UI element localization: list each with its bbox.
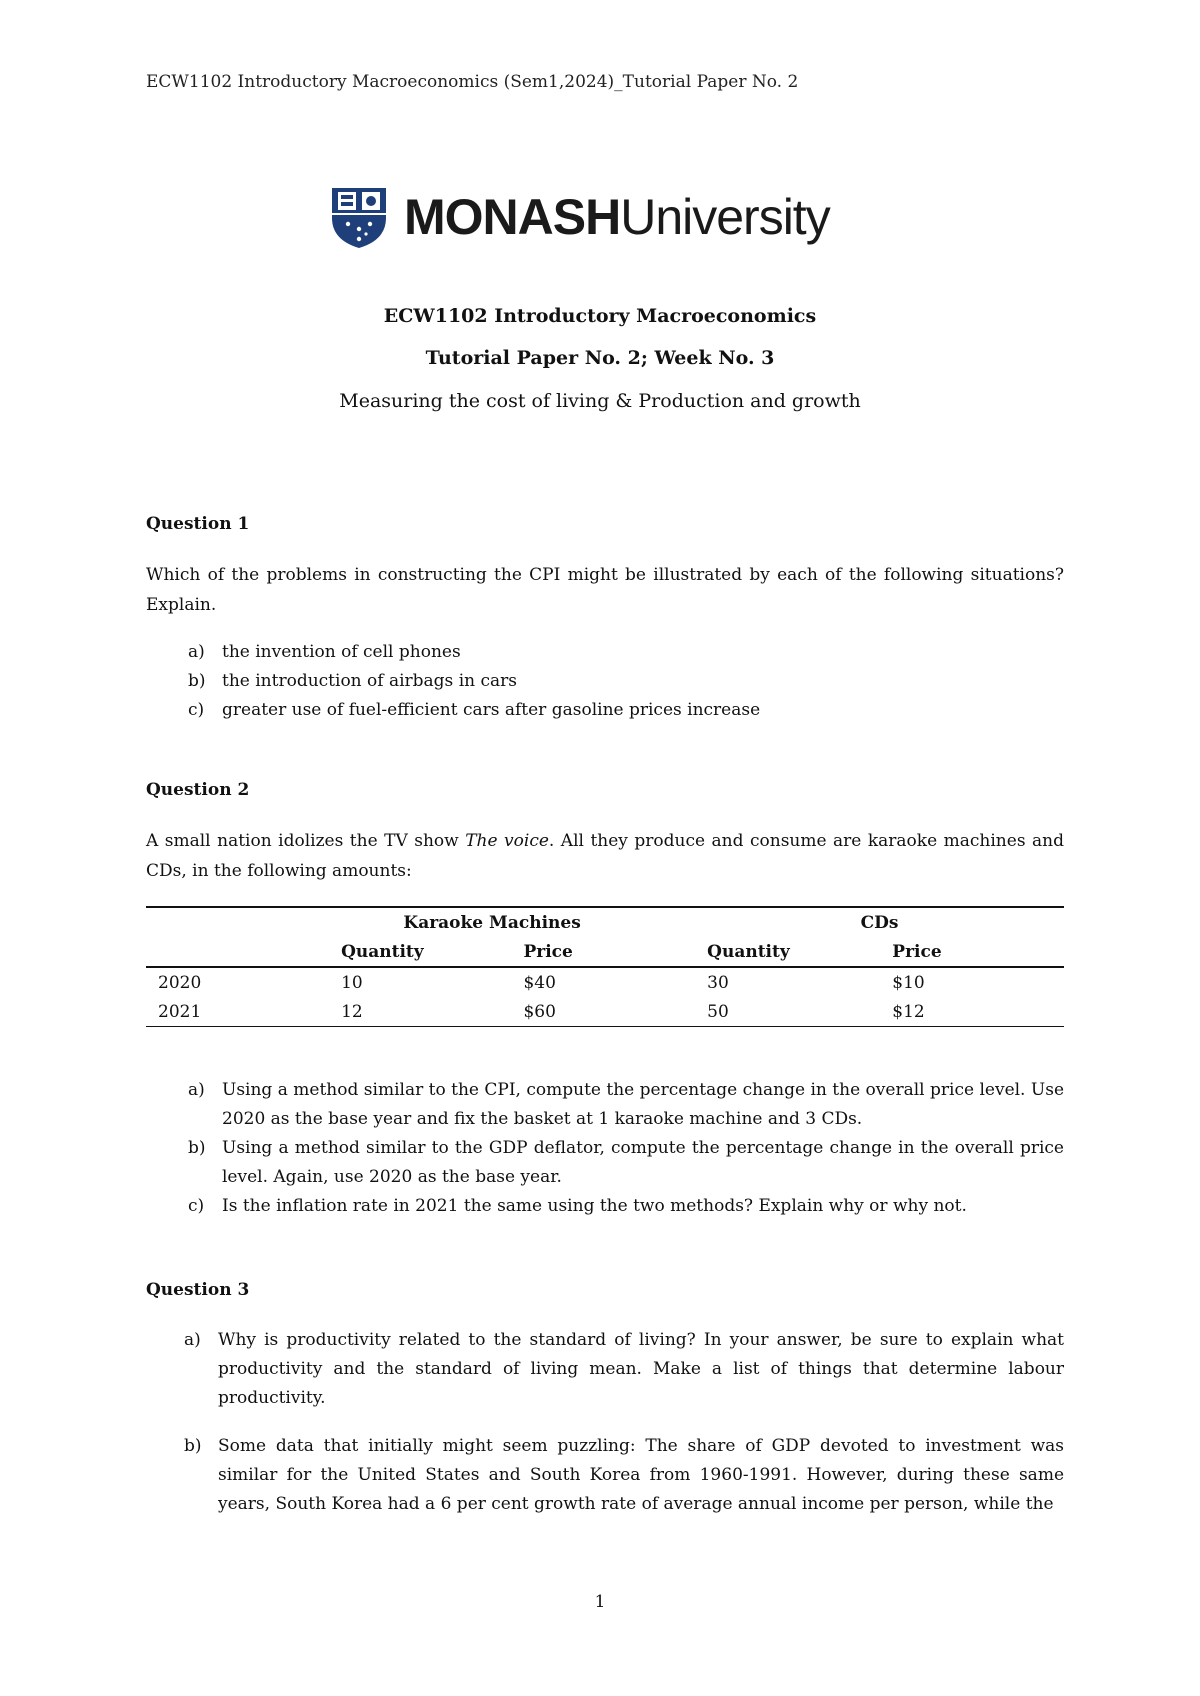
table-cell: 2020 bbox=[158, 972, 202, 993]
list-item bbox=[146, 1432, 1064, 1519]
list-item bbox=[146, 1134, 1064, 1192]
list-text: Using a method similar to the CPI, compute the percentage change in the overall price level. Use 2020 as the base year and fix the basket at 1 karaoke machine and 3 CDs. bbox=[222, 1080, 1064, 1129]
group-header-karaoke: Karaoke Machines bbox=[329, 907, 695, 937]
question-1-list bbox=[146, 638, 1064, 725]
running-header: ECW1102 Introductory Macroeconomics (Sem1,2024)_Tutorial Paper No. 2 bbox=[146, 72, 799, 92]
show-title: The voice bbox=[465, 831, 549, 851]
table-cell: $12 bbox=[880, 997, 1064, 1027]
list-text: Using a method similar to the GDP deflator, compute the percentage change in the overall price level. Again, use 2020 as the base year. bbox=[222, 1138, 1064, 1187]
list-marker: a) bbox=[188, 1080, 205, 1100]
list-text: greater use of fuel-efficient cars after gasoline prices increase bbox=[222, 700, 761, 720]
list-item bbox=[146, 1192, 1064, 1221]
question-2-text-part: A small nation idolizes the TV show bbox=[146, 831, 466, 851]
monash-crest-icon bbox=[328, 184, 390, 250]
table-cell: 2021 bbox=[146, 997, 329, 1027]
table-cell: 12 bbox=[329, 997, 511, 1027]
page-number: 1 bbox=[594, 1592, 606, 1612]
list-text: Why is productivity related to the standard of living? In your answer, be sure to explain what productivity and the standard of living mean. Make a list of things that determine labour productivity. bbox=[218, 1330, 1064, 1408]
table-cell: $40 bbox=[523, 972, 556, 993]
table-cell: 30 bbox=[707, 972, 729, 993]
list-item bbox=[146, 667, 1064, 696]
table-corner bbox=[146, 907, 329, 937]
table-row bbox=[146, 967, 1064, 997]
question-1-heading: Question 1 bbox=[146, 514, 250, 534]
list-text: Is the inflation rate in 2021 the same using the two methods? Explain why or why not. bbox=[222, 1196, 967, 1216]
course-title: ECW1102 Introductory Macroeconomics bbox=[383, 305, 817, 327]
paper-title: Tutorial Paper No. 2; Week No. 3 bbox=[425, 347, 775, 369]
list-text: the invention of cell phones bbox=[222, 642, 461, 662]
list-marker: a) bbox=[188, 642, 205, 662]
list-marker: b) bbox=[188, 1138, 206, 1158]
question-2-heading: Question 2 bbox=[146, 780, 250, 800]
question-3-list bbox=[146, 1326, 1064, 1538]
question-3-heading: Question 3 bbox=[146, 1280, 250, 1300]
col-header-price: Price bbox=[511, 937, 695, 967]
topic-subtitle: Measuring the cost of living & Production and growth bbox=[339, 390, 861, 412]
list-marker: a) bbox=[184, 1330, 201, 1350]
list-item bbox=[146, 696, 1064, 725]
logo-wordmark bbox=[404, 188, 830, 246]
list-marker: c) bbox=[188, 700, 205, 720]
group-header-cds: CDs bbox=[695, 907, 1064, 937]
list-marker: c) bbox=[188, 1196, 205, 1216]
question-1-text: Which of the problems in constructing the CPI might be illustrated by each of the following situations? Explain. bbox=[146, 565, 1064, 615]
logo-brand: MONASH bbox=[404, 189, 621, 245]
list-marker: b) bbox=[188, 671, 206, 691]
question-2-list bbox=[146, 1076, 1064, 1221]
table-group-header-row bbox=[146, 907, 1064, 937]
question-2-text bbox=[146, 826, 1064, 886]
col-header-quantity: Quantity bbox=[329, 937, 511, 967]
list-text: the introduction of airbags in cars bbox=[222, 671, 517, 691]
university-logo bbox=[328, 180, 888, 254]
table-corner bbox=[146, 937, 329, 967]
table-cell: $60 bbox=[511, 997, 695, 1027]
list-text: Some data that initially might seem puzzling: The share of GDP devoted to investment was similar for the United States and South Korea from 1960-1991. However, during these same years, South Korea had a 6 per cent growth rate of average annual income per person, while the bbox=[218, 1436, 1064, 1514]
production-table bbox=[146, 906, 1064, 1027]
question-2-text-part: . All they produce and consume are karaoke machines and CDs, in the following amounts: bbox=[146, 831, 1065, 881]
list-marker: b) bbox=[184, 1436, 202, 1456]
col-header-quantity: Quantity bbox=[695, 937, 880, 967]
table-subheader-row bbox=[146, 937, 1064, 967]
logo-suffix: University bbox=[620, 189, 830, 245]
table-cell: $10 bbox=[892, 972, 925, 993]
list-item bbox=[146, 1326, 1064, 1413]
list-item bbox=[146, 638, 1064, 667]
table-row bbox=[146, 997, 1064, 1027]
table-cell: 10 bbox=[341, 972, 363, 993]
table-cell: 50 bbox=[695, 997, 880, 1027]
list-item bbox=[146, 1076, 1064, 1134]
col-header-price: Price bbox=[880, 937, 1064, 967]
